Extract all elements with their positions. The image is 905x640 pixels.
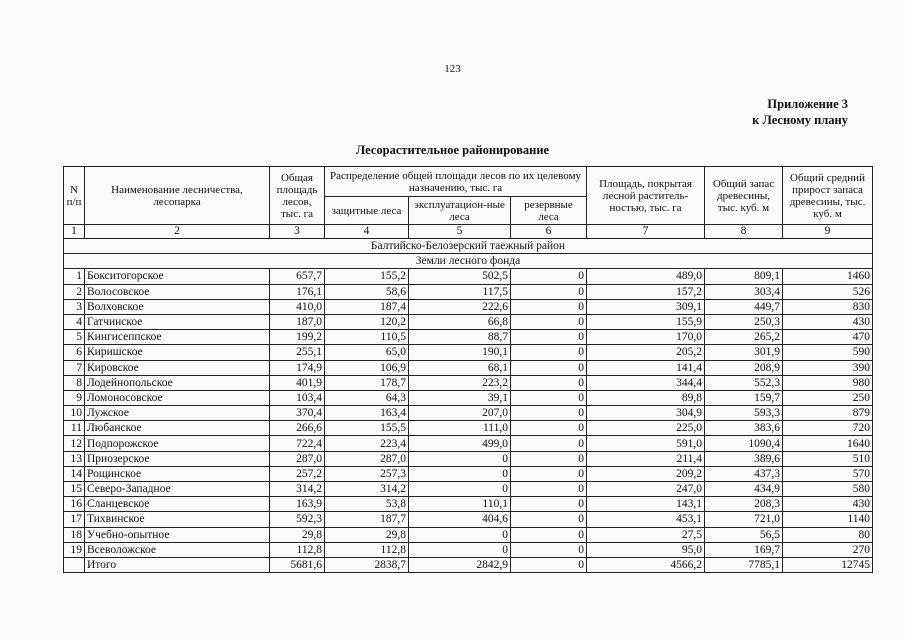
reserve-forests: 0 <box>511 269 587 284</box>
stock-growth: 526 <box>783 284 873 299</box>
wood-stock: 809,1 <box>705 269 783 284</box>
forestry-name: Ломоносовское <box>85 390 270 405</box>
header-distribution: Распределение общей площади лесов по их целевому назначению, тыс. га <box>325 167 587 197</box>
forestry-name: Учебно-опытное <box>85 527 270 542</box>
row-number: 14 <box>64 466 85 481</box>
covered-area: 344,4 <box>587 375 705 390</box>
reserve-forests: 0 <box>511 512 587 527</box>
table-row <box>64 314 873 329</box>
stock-growth: 1640 <box>783 436 873 451</box>
column-number: 8 <box>705 225 783 239</box>
subregion-label: Земли лесного фонда <box>64 254 873 269</box>
covered-area: 211,4 <box>587 451 705 466</box>
stock-growth: 570 <box>783 466 873 481</box>
protective-forests: 110,5 <box>325 330 409 345</box>
stock-growth: 80 <box>783 527 873 542</box>
column-number: 5 <box>409 225 511 239</box>
stock-growth: 830 <box>783 299 873 314</box>
protective-forests: 314,2 <box>325 482 409 497</box>
row-number: 10 <box>64 406 85 421</box>
wood-stock: 208,9 <box>705 360 783 375</box>
covered-area: 157,2 <box>587 284 705 299</box>
header-total-area: Общая площадь лесов, тыс. га <box>270 167 325 225</box>
exploitation-forests: 39,1 <box>409 390 511 405</box>
column-number: 2 <box>85 225 270 239</box>
protective-forests: 120,2 <box>325 314 409 329</box>
column-number: 4 <box>325 225 409 239</box>
exploitation-forests: 68,1 <box>409 360 511 375</box>
reserve-forests: 0 <box>511 390 587 405</box>
reserve-forests: 0 <box>511 557 587 572</box>
table-row <box>64 330 873 345</box>
table-row <box>64 497 873 512</box>
table-row <box>64 482 873 497</box>
protective-forests: 65,0 <box>325 345 409 360</box>
row-number: 9 <box>64 390 85 405</box>
protective-forests: 112,8 <box>325 542 409 557</box>
covered-area: 155,9 <box>587 314 705 329</box>
header-num: N п/п <box>64 167 85 225</box>
total-area: 187,0 <box>270 314 325 329</box>
reserve-forests: 0 <box>511 542 587 557</box>
protective-forests: 2838,7 <box>325 557 409 572</box>
exploitation-forests: 0 <box>409 466 511 481</box>
covered-area: 489,0 <box>587 269 705 284</box>
exploitation-forests: 404,6 <box>409 512 511 527</box>
forestry-name: Северо-Западное <box>85 482 270 497</box>
covered-area: 309,1 <box>587 299 705 314</box>
total-area: 257,2 <box>270 466 325 481</box>
table-row <box>64 299 873 314</box>
exploitation-forests: 222,6 <box>409 299 511 314</box>
forestry-name: Волосовское <box>85 284 270 299</box>
covered-area: 209,2 <box>587 466 705 481</box>
forestry-name: Киришское <box>85 345 270 360</box>
reserve-forests: 0 <box>511 482 587 497</box>
row-number: 13 <box>64 451 85 466</box>
wood-stock: 169,7 <box>705 542 783 557</box>
reserve-forests: 0 <box>511 451 587 466</box>
document-title: Лесорастительное районирование <box>355 143 550 157</box>
exploitation-forests: 502,5 <box>409 269 511 284</box>
row-number <box>64 557 85 572</box>
row-number: 6 <box>64 345 85 360</box>
row-number: 7 <box>64 360 85 375</box>
wood-stock: 434,9 <box>705 482 783 497</box>
stock-growth: 590 <box>783 345 873 360</box>
stock-growth: 980 <box>783 375 873 390</box>
subregion-row <box>64 254 873 269</box>
covered-area: 304,9 <box>587 406 705 421</box>
total-area: 657,7 <box>270 269 325 284</box>
covered-area: 4566,2 <box>587 557 705 572</box>
reserve-forests: 0 <box>511 527 587 542</box>
table-row <box>64 284 873 299</box>
column-number: 1 <box>64 225 85 239</box>
table-row <box>64 375 873 390</box>
row-number: 19 <box>64 542 85 557</box>
row-number: 8 <box>64 375 85 390</box>
wood-stock: 250,3 <box>705 314 783 329</box>
protective-forests: 29,8 <box>325 527 409 542</box>
reserve-forests: 0 <box>511 406 587 421</box>
wood-stock: 159,7 <box>705 390 783 405</box>
appendix-line-1: Приложение 3 <box>767 97 848 111</box>
forestry-name: Бокситогорское <box>85 269 270 284</box>
stock-growth: 12745 <box>783 557 873 572</box>
table-row <box>64 421 873 436</box>
protective-forests: 155,2 <box>325 269 409 284</box>
table-row <box>64 345 873 360</box>
appendix-line-2: к Лесному плану <box>752 113 848 127</box>
protective-forests: 287,0 <box>325 451 409 466</box>
region-label: Балтийско-Белозерский таежный район <box>64 239 873 254</box>
stock-growth: 879 <box>783 406 873 421</box>
protective-forests: 187,7 <box>325 512 409 527</box>
totals-row <box>64 557 873 572</box>
wood-stock: 593,3 <box>705 406 783 421</box>
protective-forests: 58,6 <box>325 284 409 299</box>
forestry-name: Лодейнопольское <box>85 375 270 390</box>
total-area: 112,8 <box>270 542 325 557</box>
wood-stock: 383,6 <box>705 421 783 436</box>
total-area: 29,8 <box>270 527 325 542</box>
exploitation-forests: 111,0 <box>409 421 511 436</box>
header-stock: Общий запас древесины, тыс. куб. м <box>705 167 783 225</box>
wood-stock: 301,9 <box>705 345 783 360</box>
forestry-name: Гатчинское <box>85 314 270 329</box>
row-number: 2 <box>64 284 85 299</box>
stock-growth: 510 <box>783 451 873 466</box>
total-area: 174,9 <box>270 360 325 375</box>
wood-stock: 389,6 <box>705 451 783 466</box>
row-number: 3 <box>64 299 85 314</box>
wood-stock: 552,3 <box>705 375 783 390</box>
covered-area: 141,4 <box>587 360 705 375</box>
total-area: 370,4 <box>270 406 325 421</box>
forestry-name: Любанское <box>85 421 270 436</box>
row-number: 11 <box>64 421 85 436</box>
covered-area: 247,0 <box>587 482 705 497</box>
exploitation-forests: 110,1 <box>409 497 511 512</box>
column-number: 3 <box>270 225 325 239</box>
table-row <box>64 527 873 542</box>
exploitation-forests: 66,8 <box>409 314 511 329</box>
row-number: 15 <box>64 482 85 497</box>
reserve-forests: 0 <box>511 466 587 481</box>
total-area: 163,9 <box>270 497 325 512</box>
protective-forests: 178,7 <box>325 375 409 390</box>
row-number: 16 <box>64 497 85 512</box>
stock-growth: 470 <box>783 330 873 345</box>
total-area: 266,6 <box>270 421 325 436</box>
covered-area: 89,8 <box>587 390 705 405</box>
total-area: 287,0 <box>270 451 325 466</box>
exploitation-forests: 207,0 <box>409 406 511 421</box>
covered-area: 27,5 <box>587 527 705 542</box>
stock-growth: 580 <box>783 482 873 497</box>
table-row <box>64 390 873 405</box>
forestry-name: Приозерское <box>85 451 270 466</box>
forestry-name: Волховское <box>85 299 270 314</box>
page-number: 123 <box>444 63 461 75</box>
wood-stock: 437,3 <box>705 466 783 481</box>
total-area: 722,4 <box>270 436 325 451</box>
protective-forests: 53,8 <box>325 497 409 512</box>
total-area: 401,9 <box>270 375 325 390</box>
covered-area: 205,2 <box>587 345 705 360</box>
reserve-forests: 0 <box>511 345 587 360</box>
column-number-row <box>64 225 873 239</box>
covered-area: 225,0 <box>587 421 705 436</box>
exploitation-forests: 0 <box>409 542 511 557</box>
forestry-name: Кингисеппское <box>85 330 270 345</box>
exploitation-forests: 0 <box>409 451 511 466</box>
total-area: 199,2 <box>270 330 325 345</box>
stock-growth: 1460 <box>783 269 873 284</box>
stock-growth: 390 <box>783 360 873 375</box>
column-number: 6 <box>511 225 587 239</box>
reserve-forests: 0 <box>511 330 587 345</box>
forestry-name: Тихвинское <box>85 512 270 527</box>
covered-area: 453,1 <box>587 512 705 527</box>
forestry-name: Сланцевское <box>85 497 270 512</box>
column-number: 9 <box>783 225 873 239</box>
header-growth: Общий средний прирост запаса древесины, тыс. куб. м <box>783 167 873 225</box>
reserve-forests: 0 <box>511 497 587 512</box>
row-number: 4 <box>64 314 85 329</box>
forestry-name: Всеволожское <box>85 542 270 557</box>
stock-growth: 720 <box>783 421 873 436</box>
row-number: 17 <box>64 512 85 527</box>
exploitation-forests: 88,7 <box>409 330 511 345</box>
wood-stock: 7785,1 <box>705 557 783 572</box>
reserve-forests: 0 <box>511 375 587 390</box>
table-row <box>64 451 873 466</box>
exploitation-forests: 0 <box>409 527 511 542</box>
exploitation-forests: 223,2 <box>409 375 511 390</box>
total-area: 410,0 <box>270 299 325 314</box>
reserve-forests: 0 <box>511 284 587 299</box>
covered-area: 143,1 <box>587 497 705 512</box>
total-area: 176,1 <box>270 284 325 299</box>
wood-stock: 303,4 <box>705 284 783 299</box>
covered-area: 170,0 <box>587 330 705 345</box>
table-row <box>64 542 873 557</box>
stock-growth: 270 <box>783 542 873 557</box>
header-exploitation: эксплуатацион-ные леса <box>409 197 511 225</box>
table-row <box>64 360 873 375</box>
wood-stock: 265,2 <box>705 330 783 345</box>
protective-forests: 106,9 <box>325 360 409 375</box>
covered-area: 591,0 <box>587 436 705 451</box>
table-row <box>64 436 873 451</box>
header-name: Наименование лесничества, лесопарка <box>85 167 270 225</box>
table-row <box>64 512 873 527</box>
wood-stock: 56,5 <box>705 527 783 542</box>
protective-forests: 64,3 <box>325 390 409 405</box>
row-number: 1 <box>64 269 85 284</box>
exploitation-forests: 2842,9 <box>409 557 511 572</box>
row-number: 5 <box>64 330 85 345</box>
column-number: 7 <box>587 225 705 239</box>
reserve-forests: 0 <box>511 314 587 329</box>
protective-forests: 155,5 <box>325 421 409 436</box>
reserve-forests: 0 <box>511 436 587 451</box>
wood-stock: 1090,4 <box>705 436 783 451</box>
forestry-name: Итого <box>85 557 270 572</box>
exploitation-forests: 190,1 <box>409 345 511 360</box>
forestry-name: Подпорожское <box>85 436 270 451</box>
total-area: 103,4 <box>270 390 325 405</box>
reserve-forests: 0 <box>511 360 587 375</box>
row-number: 18 <box>64 527 85 542</box>
header-covered-area: Площадь, покрытая лесной раститель-ностью, тыс. га <box>587 167 705 225</box>
region-row <box>64 239 873 254</box>
protective-forests: 223,4 <box>325 436 409 451</box>
protective-forests: 187,4 <box>325 299 409 314</box>
stock-growth: 430 <box>783 314 873 329</box>
appendix-caption <box>752 96 848 128</box>
covered-area: 95,0 <box>587 542 705 557</box>
stock-growth: 250 <box>783 390 873 405</box>
forestry-name: Рощинское <box>85 466 270 481</box>
stock-growth: 1140 <box>783 512 873 527</box>
wood-stock: 449,7 <box>705 299 783 314</box>
table-row <box>64 466 873 481</box>
reserve-forests: 0 <box>511 299 587 314</box>
protective-forests: 163,4 <box>325 406 409 421</box>
exploitation-forests: 0 <box>409 482 511 497</box>
stock-growth: 430 <box>783 497 873 512</box>
header-protective: защитные леса <box>325 197 409 225</box>
exploitation-forests: 499,0 <box>409 436 511 451</box>
row-number: 12 <box>64 436 85 451</box>
forestry-name: Кировское <box>85 360 270 375</box>
total-area: 255,1 <box>270 345 325 360</box>
total-area: 314,2 <box>270 482 325 497</box>
exploitation-forests: 117,5 <box>409 284 511 299</box>
wood-stock: 208,3 <box>705 497 783 512</box>
header-reserve: резервные леса <box>511 197 587 225</box>
total-area: 592,3 <box>270 512 325 527</box>
forestry-name: Лужское <box>85 406 270 421</box>
table-row <box>64 269 873 284</box>
forest-zoning-table <box>63 166 873 573</box>
wood-stock: 721,0 <box>705 512 783 527</box>
protective-forests: 257,3 <box>325 466 409 481</box>
table-row <box>64 406 873 421</box>
reserve-forests: 0 <box>511 421 587 436</box>
total-area: 5681,6 <box>270 557 325 572</box>
